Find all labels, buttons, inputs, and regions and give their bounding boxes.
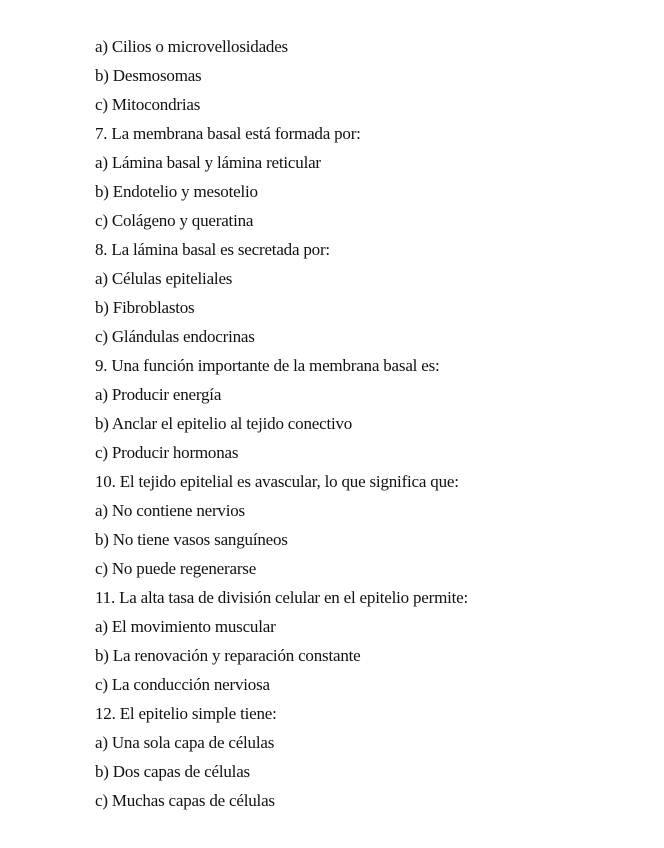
answer-option: a) Una sola capa de células [95, 733, 275, 752]
answer-option: b) Endotelio y mesotelio [95, 182, 258, 201]
question-text: 12. El epitelio simple tiene: [95, 704, 277, 723]
question-text: 10. El tejido epitelial es avascular, lo que significa que: [95, 472, 459, 491]
answer-option: c) Producir hormonas [95, 443, 239, 462]
answer-option: b) La renovación y reparación constante [95, 646, 361, 665]
answer-option: a) Producir energía [95, 385, 222, 404]
answer-option: a) El movimiento muscular [95, 617, 276, 636]
answer-option: a) Células epiteliales [95, 269, 233, 288]
answer-option: a) Cilios o microvellosidades [95, 37, 288, 56]
answer-option: b) Desmosomas [95, 66, 202, 85]
answer-option: c) Muchas capas de células [95, 791, 275, 810]
question-text: 9. Una función importante de la membrana basal es: [95, 356, 440, 375]
answer-option: c) Mitocondrias [95, 95, 201, 114]
answer-option: b) No tiene vasos sanguíneos [95, 530, 288, 549]
question-list [95, 32, 468, 815]
answer-option: c) Colágeno y queratina [95, 211, 254, 230]
question-text: 8. La lámina basal es secretada por: [95, 240, 330, 259]
answer-option: a) No contiene nervios [95, 501, 245, 520]
answer-option: c) No puede regenerarse [95, 559, 257, 578]
answer-option: b) Anclar el epitelio al tejido conectivo [95, 414, 353, 433]
answer-option: b) Dos capas de células [95, 762, 250, 781]
answer-option: b) Fibroblastos [95, 298, 195, 317]
question-text: 11. La alta tasa de división celular en el epitelio permite: [95, 588, 469, 607]
answer-option: c) La conducción nerviosa [95, 675, 270, 694]
question-text: 7. La membrana basal está formada por: [95, 124, 361, 143]
answer-option: a) Lámina basal y lámina reticular [95, 153, 321, 172]
answer-option: c) Glándulas endocrinas [95, 327, 255, 346]
